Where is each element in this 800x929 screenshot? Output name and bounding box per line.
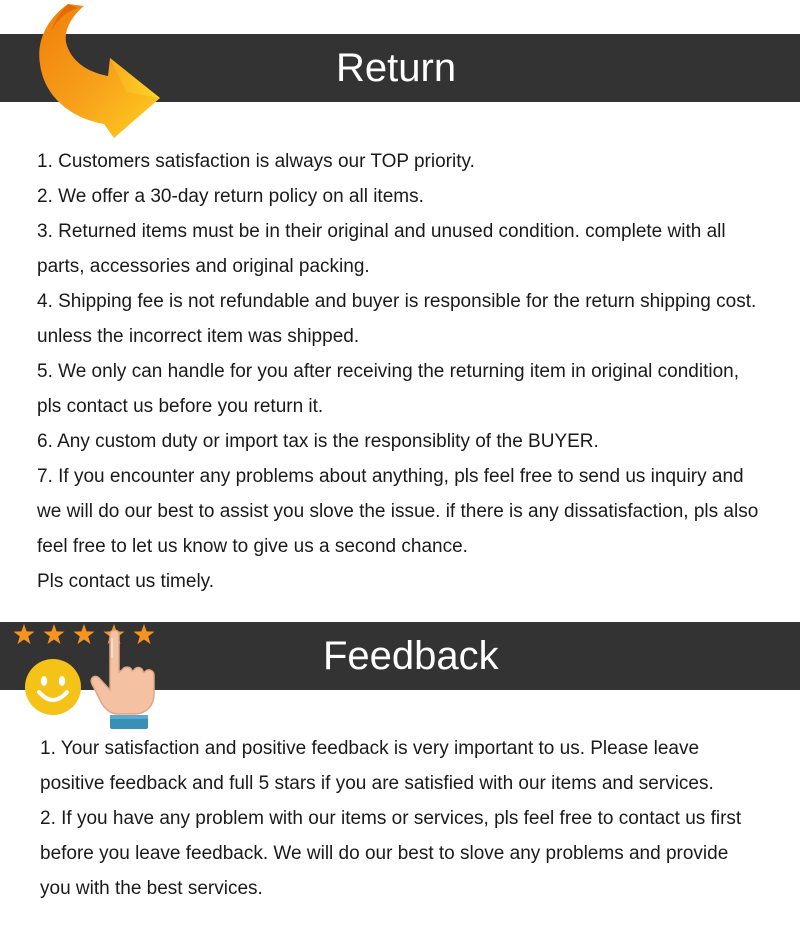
feedback-title: Feedback xyxy=(323,634,499,678)
return-line: Pls contact us timely. xyxy=(37,571,215,592)
return-line: unless the incorrect item was shipped. xyxy=(37,326,360,347)
return-line: 1. Customers satisfaction is always our TOP priority. xyxy=(37,151,475,172)
return-line: parts, accessories and original packing. xyxy=(37,256,370,277)
feedback-line: positive feedback and full 5 stars if you are satisfied with our items and services. xyxy=(40,773,714,794)
smiley-face-icon xyxy=(24,658,82,716)
feedback-line: before you leave feedback. We will do our best to slove any problems and provide xyxy=(40,843,729,864)
feedback-line: 1. Your satisfaction and positive feedback is very important to us. Please leave xyxy=(40,738,700,759)
feedback-line: you with the best services. xyxy=(40,878,263,899)
return-line: 6. Any custom duty or import tax is the responsiblity of the BUYER. xyxy=(37,431,599,452)
return-line: 4. Shipping fee is not refundable and buyer is responsible for the return shipping cost. xyxy=(37,291,757,312)
feedback-text xyxy=(40,731,800,906)
return-line: 7. If you encounter any problems about anything, pls feel free to send us inquiry and xyxy=(37,466,744,487)
return-line: feel free to let us know to give us a second chance. xyxy=(37,536,468,557)
return-line: we will do our best to assist you slove the issue. if there is any dissatisfaction, pls also xyxy=(37,501,759,522)
curved-arrow-icon xyxy=(18,0,183,145)
pointing-hand-icon xyxy=(88,628,158,732)
return-line: 2. We offer a 30-day return policy on all items. xyxy=(37,186,424,207)
return-line: 5. We only can handle for you after receiving the returning item in original condition, xyxy=(37,361,739,382)
feedback-line: 2. If you have any problem with our items or services, pls feel free to contact us first xyxy=(40,808,742,829)
return-policy-text xyxy=(37,144,797,599)
return-title: Return xyxy=(336,46,457,90)
return-line: 3. Returned items must be in their original and unused condition. complete with all xyxy=(37,221,726,242)
return-line: pls contact us before you return it. xyxy=(37,396,324,417)
